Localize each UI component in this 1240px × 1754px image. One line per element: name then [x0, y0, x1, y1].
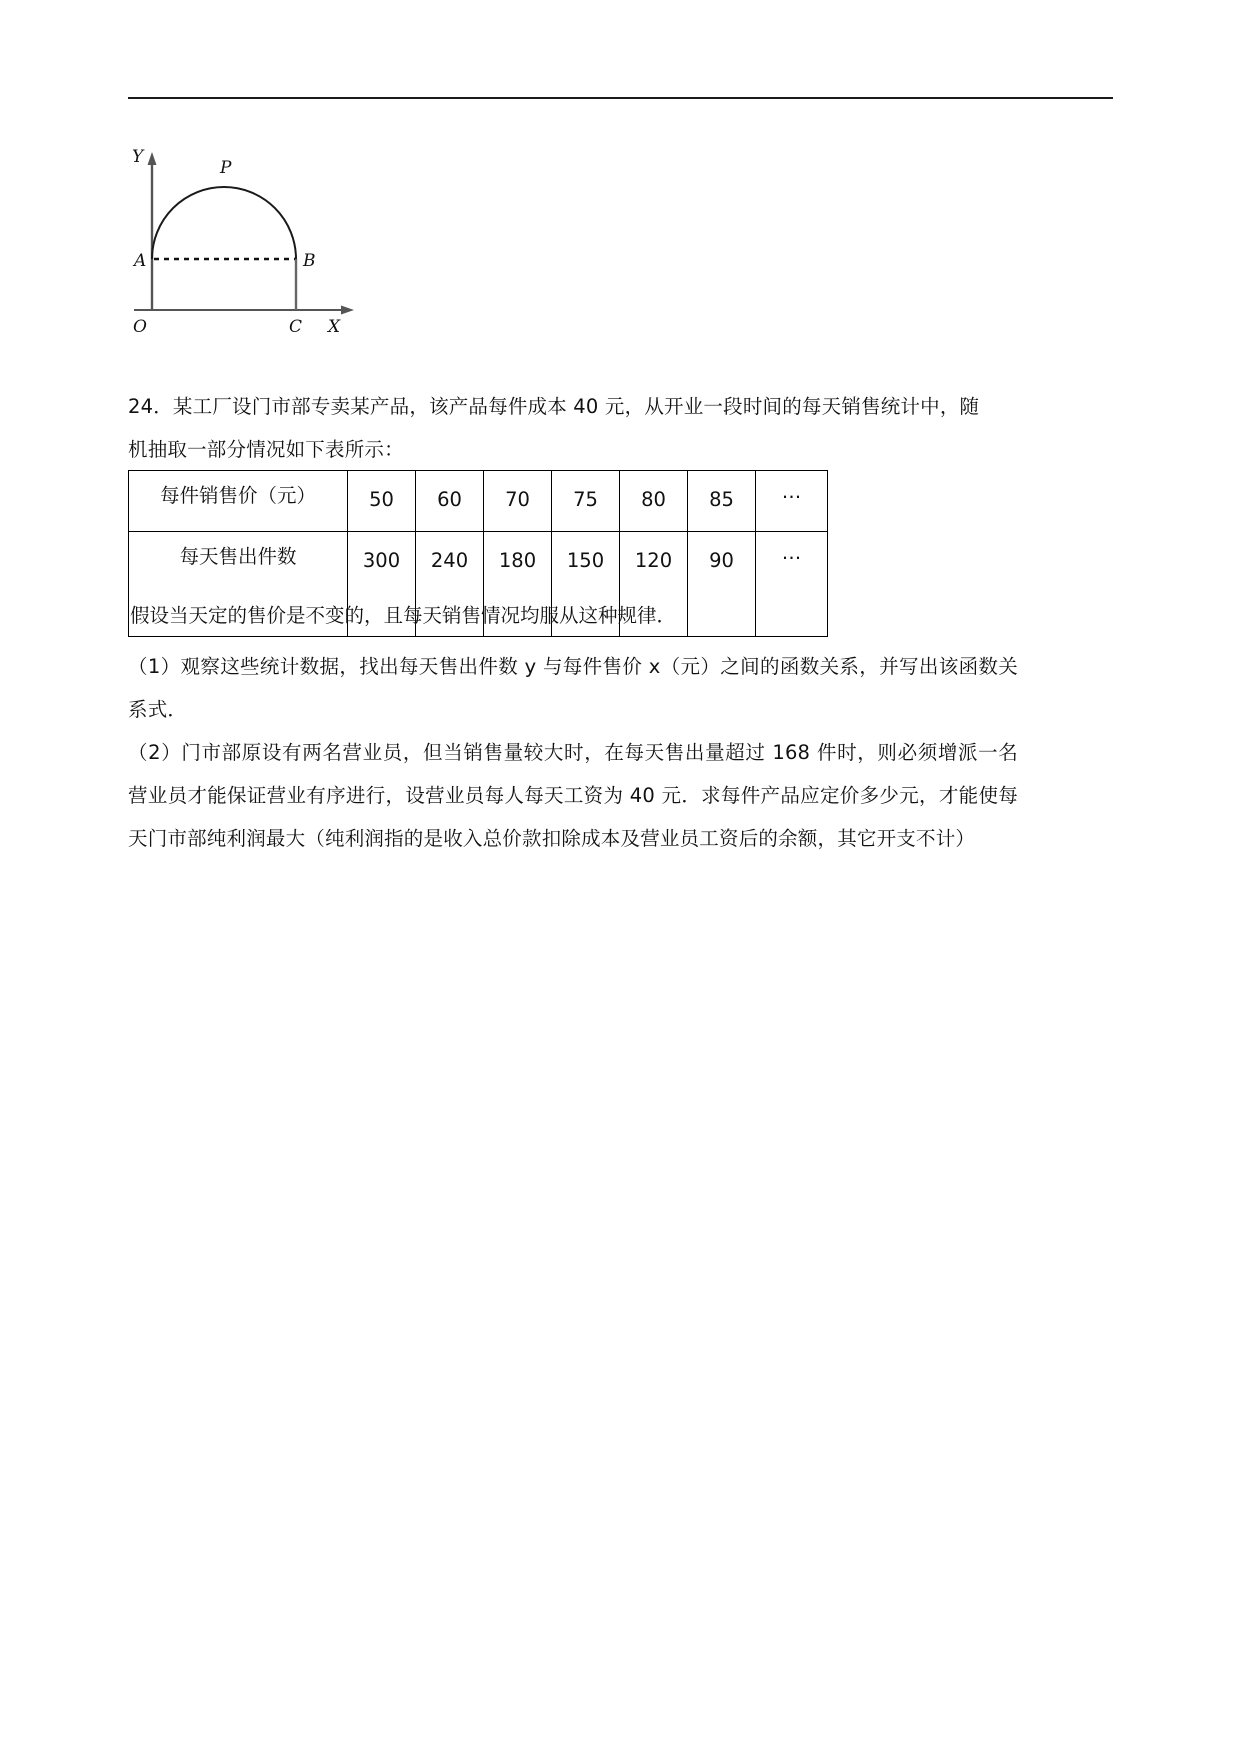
question-24-line1: 24．某工厂设门市部专卖某产品，该产品每件成本 40 元，从开业一段时间的每天销售统计中，随	[128, 395, 980, 418]
quantity-cell: 180	[484, 532, 552, 637]
svg-text:X: X	[328, 317, 341, 337]
svg-text:O: O	[133, 317, 147, 337]
svg-text:A: A	[134, 251, 147, 271]
price-cell: 50	[348, 471, 416, 532]
quantity-cell: 300	[348, 532, 416, 637]
price-cell: 60	[416, 471, 484, 532]
price-cell-ellipsis: …	[756, 471, 828, 532]
quantity-cell: 90	[688, 532, 756, 637]
row-label-price: 每件销售价（元）	[129, 471, 348, 532]
svg-text:B: B	[303, 251, 316, 271]
header-divider-rule	[128, 97, 1113, 99]
assumption-note: 假设当天定的售价是不变的，且每天销售情况均服从这种规律．	[130, 604, 677, 627]
quantity-cell: 150	[552, 532, 620, 637]
price-cell: 75	[552, 471, 620, 532]
table-row-price	[129, 471, 828, 532]
quantity-cell-ellipsis: …	[756, 532, 828, 637]
question-part-1: （1）观察这些统计数据，找出每天售出件数 y 与每件售价 x（元）之间的函数关系，并写出该函数关系式．	[128, 655, 1018, 721]
geometry-figure	[128, 140, 360, 370]
price-cell: 80	[620, 471, 688, 532]
question-part-2: （2）门市部原设有两名营业员，但当销售量较大时，在每天售出量超过 168 件时，则必须增派一名营业员才能保证营业有序进行，设营业员每人每天工资为 40 元．求每件产品应定价多少元，才能使每天门市部纯利润最大（纯利润指的是收入总价款扣除成本及营业员工资后的余额，其它开支不计）	[128, 741, 1018, 850]
price-cell: 70	[484, 471, 552, 532]
quantity-cell: 120	[620, 532, 688, 637]
question-24-line2: 机抽取一部分情况如下表所示：	[128, 438, 404, 461]
svg-text:P: P	[220, 158, 232, 178]
price-cell: 85	[688, 471, 756, 532]
row-label-quantity: 每天售出件数	[129, 532, 348, 637]
svg-text:C: C	[289, 317, 303, 337]
svg-text:Y: Y	[132, 147, 144, 167]
quantity-cell: 240	[416, 532, 484, 637]
